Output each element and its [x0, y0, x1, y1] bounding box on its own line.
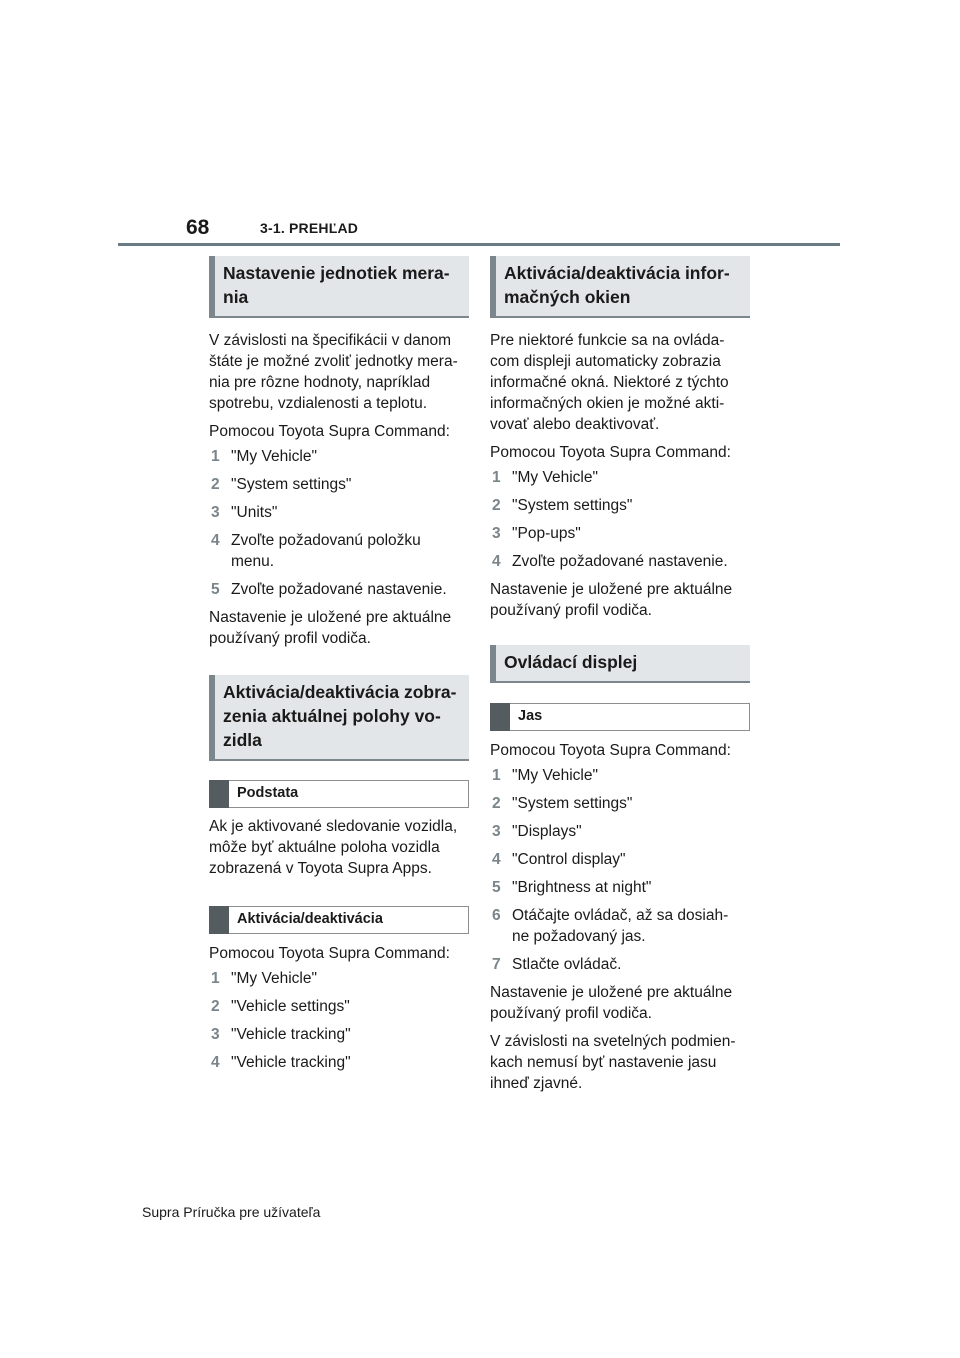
display-via: Pomocou Toyota Supra Command: [490, 742, 731, 759]
list-item: 7 Stlačte ovládač. [492, 956, 622, 973]
list-item: 1 "My Vehicle" [211, 970, 317, 987]
list-item: 3 "Units" [211, 504, 278, 521]
popups-steps [490, 467, 750, 572]
list-item: 2 "Vehicle settings" [211, 998, 350, 1015]
units-steps [209, 446, 469, 600]
list-item: 2 "System settings" [211, 476, 352, 493]
heading-control-display: Ovládací displej [490, 645, 750, 683]
tracking-principle-text: Ak je aktivované sledovanie vozidla, môže byť aktuálne poloha vozidla zobrazená v Toyota Supra Apps. [209, 818, 458, 877]
list-item: 4 "Vehicle tracking" [211, 1054, 351, 1071]
popups-saved: Nastavenie je uložené pre aktuálne používaný profil vodiča. [490, 581, 733, 619]
display-saved: Nastavenie je uložené pre aktuálne používaný profil vodiča. [490, 984, 733, 1022]
popups-via: Pomocou Toyota Supra Command: [490, 444, 731, 461]
header-rule [118, 243, 840, 246]
list-item: 2 "System settings" [492, 795, 633, 812]
left-column [209, 256, 469, 1073]
display-note: V závislosti na svetelných podmien- kach nemusí byť nastavenie jasu ihneď zjavné. [490, 1033, 736, 1092]
list-item: 3 "Displays" [492, 823, 582, 840]
list-item: 5 "Brightness at night" [492, 879, 652, 896]
units-saved: Nastavenie je uložené pre aktuálne používaný profil vodiča. [209, 609, 452, 647]
list-item: 5 Zvoľte požadované nastavenie. [211, 581, 447, 598]
heading-popups: Aktivácia/deaktivácia infor- mačných okien [490, 256, 750, 318]
list-item: 3 "Pop-ups" [492, 525, 581, 542]
heading-units: Nastavenie jednotiek mera- nia [209, 256, 469, 318]
list-item: 3 "Vehicle tracking" [211, 1026, 351, 1043]
list-item: 1 "My Vehicle" [211, 448, 317, 465]
list-item: 6 Otáčajte ovládač, až sa dosiah- ne požadovaný jas. [492, 907, 729, 945]
units-intro: V závislosti na špecifikácii v danom štáte je možné zvoliť jednotky mera- nia pre rôzne hodnoty, napríklad spotrebu, vzdialenosti a teplotu. [209, 332, 458, 412]
subheading-brightness: Jas [490, 703, 750, 731]
tracking-steps [209, 968, 469, 1073]
section-label: 3-1. PREHĽAD [260, 220, 359, 236]
list-item: 4 Zvoľte požadovanú položku menu. [211, 532, 421, 570]
list-item: 1 "My Vehicle" [492, 767, 598, 784]
units-via: Pomocou Toyota Supra Command: [209, 423, 450, 440]
footer-manual-title: Supra Príručka pre užívateľa [142, 1204, 321, 1220]
list-item: 4 "Control display" [492, 851, 626, 868]
tracking-via: Pomocou Toyota Supra Command: [209, 945, 450, 962]
popups-intro: Pre niektoré funkcie sa na ovláda- com displeji automaticky zobrazia informačné okná. Niektoré z týchto informačných okien je možné akti- vovať alebo deaktivovať. [490, 332, 729, 433]
list-item: 2 "System settings" [492, 497, 633, 514]
list-item: 4 Zvoľte požadované nastavenie. [492, 553, 728, 570]
list-item: 1 "My Vehicle" [492, 469, 598, 486]
right-column [490, 256, 750, 1094]
page-number: 68 [186, 216, 210, 239]
heading-vehicle-tracking: Aktivácia/deaktivácia zobra- zenia aktuálnej polohy vo- zidla [209, 675, 469, 761]
subheading-activation: Aktivácia/deaktivácia [209, 906, 469, 934]
subheading-principle: Podstata [209, 780, 469, 808]
display-steps [490, 765, 750, 975]
